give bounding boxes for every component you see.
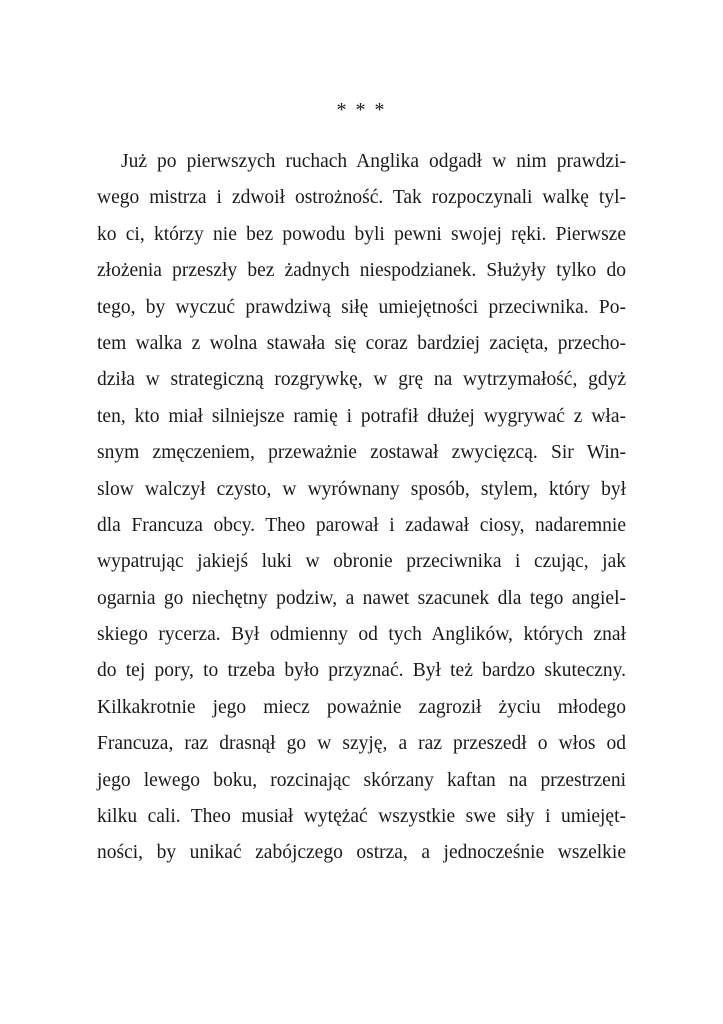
text-line: kilku cali. Theo musiał wytężać wszystkie swe siły i umiejęt- bbox=[97, 806, 626, 828]
text-line: snym zmęczeniem, przeważnie zostawał zwycięzcą. Sir Win- bbox=[97, 442, 626, 464]
text-line: Kilkakrotnie jego miecz poważnie zagroził życiu młodego bbox=[97, 696, 626, 718]
book-page bbox=[97, 0, 626, 1024]
text-line: do tej pory, to trzeba było przyznać. Był też bardzo skuteczny. bbox=[97, 660, 626, 682]
section-separator: * * * bbox=[336, 99, 387, 121]
text-line: tego, by wyczuć prawdziwą siłę umiejętności przeciwnika. Po- bbox=[97, 296, 626, 318]
text-line: ten, kto miał silniejsze ramię i potrafił dłużej wygrywać z wła- bbox=[97, 405, 626, 427]
text-line: Francuza, raz drasnął go w szyję, a raz przeszedł o włos od bbox=[97, 733, 626, 755]
text-line: Już po pierwszych ruchach Anglika odgadł w nim prawdzi- bbox=[121, 151, 626, 172]
text-line: ności, by unikać zabójczego ostrza, a jednocześnie wszelkie bbox=[97, 842, 626, 864]
text-line: wypatrując jakiejś luki w obronie przeciwnika i czując, jak bbox=[97, 551, 626, 573]
text-line: dziła w strategiczną rozgrywkę, w grę na wytrzymałość, gdyż bbox=[97, 369, 626, 391]
body-text bbox=[97, 144, 626, 872]
text-line: ko ci, którzy nie bez powodu byli pewni swojej ręki. Pierwsze bbox=[97, 223, 626, 245]
text-line: złożenia przeszły bez żadnych niespodzianek. Służyły tylko do bbox=[97, 260, 626, 282]
text-line: ogarnia go niechętny podziw, a nawet szacunek dla tego angiel- bbox=[97, 587, 626, 609]
text-line: skiego rycerza. Był odmienny od tych Anglików, których znał bbox=[97, 624, 626, 646]
text-line: jego lewego boku, rozcinając skórzany kaftan na przestrzeni bbox=[97, 769, 626, 791]
text-line: tem walka z wolna stawała się coraz bardziej zacięta, przecho- bbox=[97, 332, 626, 354]
text-line: slow walczył czysto, w wyrównany sposób, stylem, który był bbox=[97, 478, 626, 500]
text-line: wego mistrza i zdwoił ostrożność. Tak rozpoczynali walkę tyl- bbox=[97, 187, 626, 209]
text-line: dla Francuza obcy. Theo parował i zadawał ciosy, nadaremnie bbox=[97, 514, 626, 536]
